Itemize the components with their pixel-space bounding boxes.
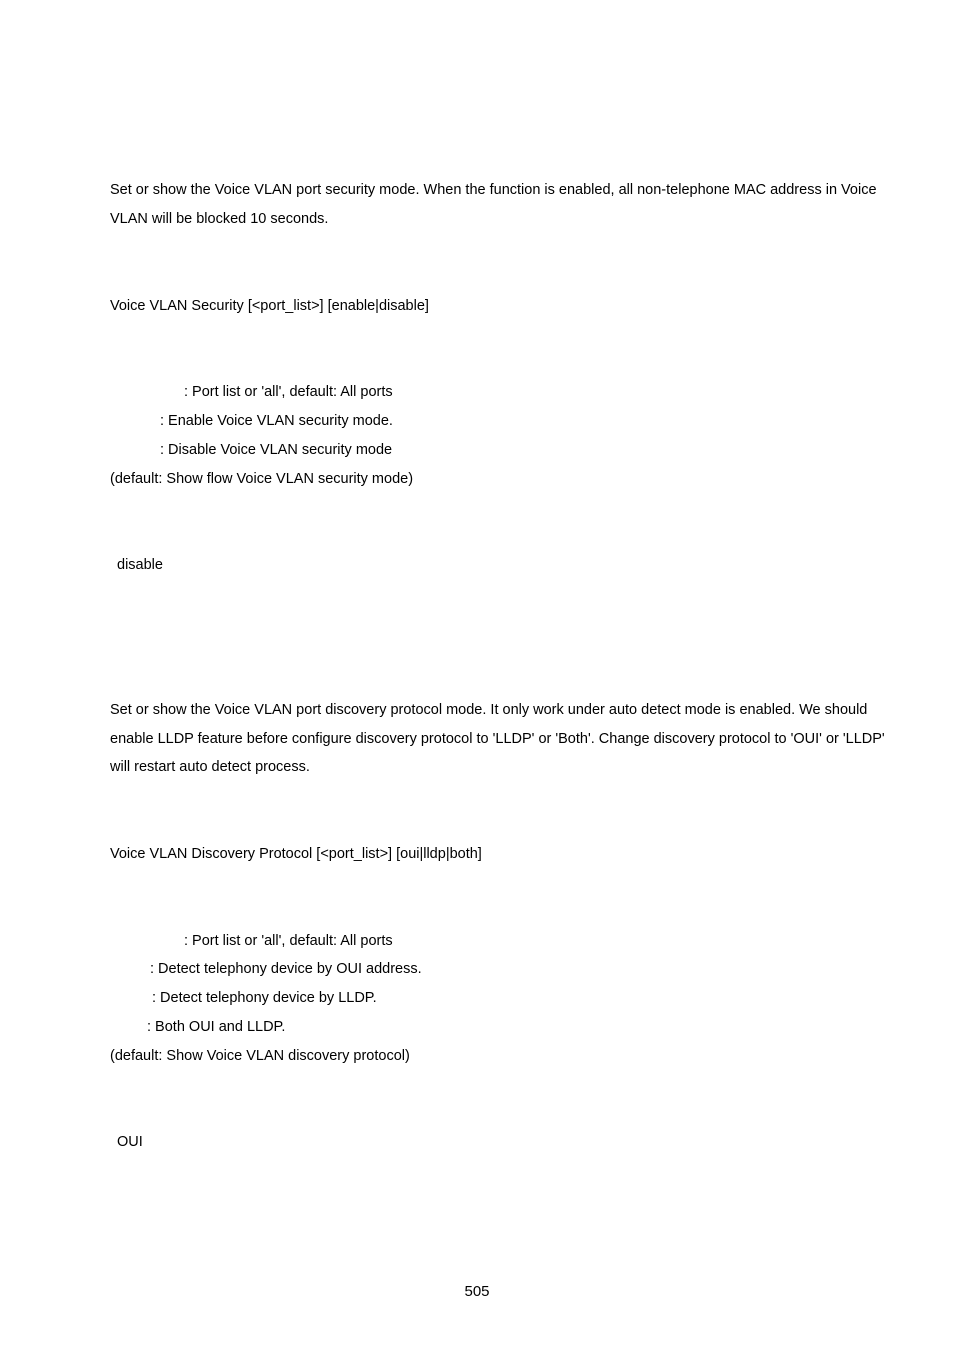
discovery-description-line-2: enable LLDP feature before configure discovery protocol to 'LLDP' or 'Both'. Change discovery protocol to 'OUI' or 'LLDP' — [110, 731, 885, 747]
security-syntax: Voice VLAN Security [<port_list>] [enable|disable] — [110, 298, 429, 314]
security-param-disable: : Disable Voice VLAN security mode — [160, 442, 393, 458]
security-param-default: (default: Show flow Voice VLAN security mode) — [110, 471, 414, 487]
discovery-syntax: Voice VLAN Discovery Protocol [<port_list>] [oui|lldp|both] — [110, 846, 482, 862]
discovery-param-both: : Both OUI and LLDP. — [147, 1019, 286, 1035]
discovery-description-line-1: Set or show the Voice VLAN port discovery protocol mode. It only work under auto detect mode is enabled. We should — [110, 702, 868, 718]
security-param-enable: : Enable Voice VLAN security mode. — [160, 413, 393, 429]
discovery-param-default: (default: Show Voice VLAN discovery protocol) — [110, 1048, 410, 1064]
security-default-value: disable — [117, 557, 163, 573]
security-description-line-1: Set or show the Voice VLAN port security mode. When the function is enabled, all non-telephone MAC address in Voice — [110, 182, 877, 198]
page-number: 505 — [464, 1283, 490, 1300]
discovery-param-oui: : Detect telephony device by OUI address. — [150, 961, 422, 977]
security-description-line-2: VLAN will be blocked 10 seconds. — [110, 211, 329, 227]
discovery-default-value: OUI — [117, 1134, 143, 1150]
security-param-port-list: : Port list or 'all', default: All ports — [184, 384, 393, 400]
discovery-description-line-3: will restart auto detect process. — [110, 759, 310, 775]
discovery-param-port-list: : Port list or 'all', default: All ports — [184, 933, 393, 949]
discovery-param-lldp: : Detect telephony device by LLDP. — [152, 990, 377, 1006]
